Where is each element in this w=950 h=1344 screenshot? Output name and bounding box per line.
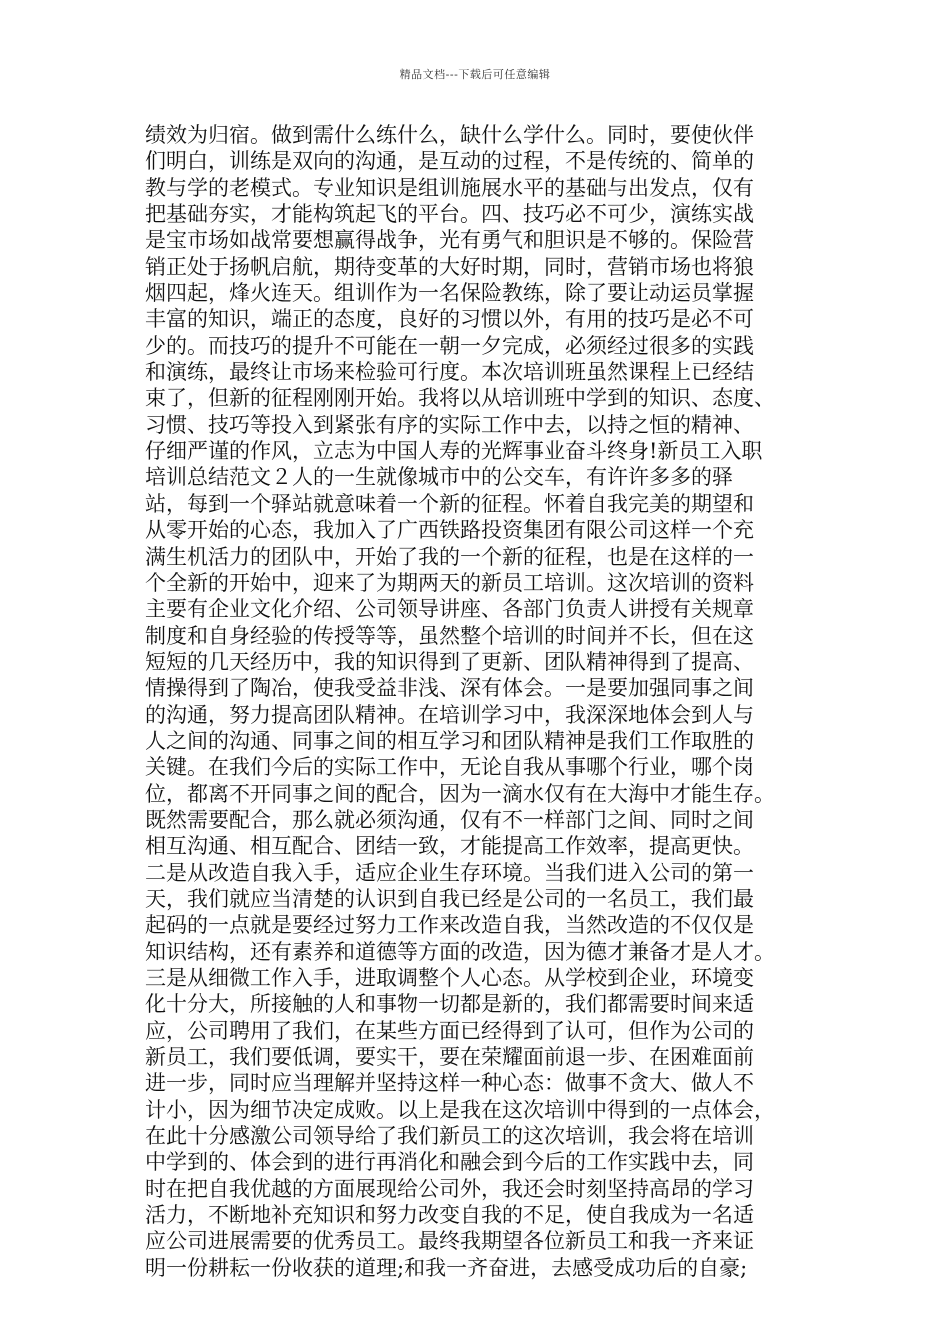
body-paragraph: 绩效为归宿。做到需什么练什么，缺什么学什么。同时，要使伙伴 们明白，训练是双向的沟通，是互动的过程，不是传统的、简单的 教与学的老模式。专业知识是组训施展水平的基础与出发点，仅有 把基础夯实，才能构筑起飞的平台。四、技巧必不可少，演练实战 是宝市场如战常要想赢得战争，光有勇气和胆识是不够的。保险营 销正处于扬帆启航，期待变革的大好时期，同时，营销市场也将狼 烟四起，烽火连天。组训作为一名保险教练，除了要让动运员掌握 丰富的知识，端正的态度，良好的习惯以外，有用的技巧是必不可 少的。而技巧的提升不可能在一朝一夕完成，必须经过很多的实践 和演练，最终让市场来检验可行度。本次培训班虽然课程上已经结 束了，但新的征程刚刚开始。我将以从培训班中学到的知识、态度、 习惯、技巧等投入到紧张有序的实际工作中去，以持之恒的精神、 仔细严谨的作风，立志为中国人寿的光辉事业奋斗终身!新员工入职 培训总结范文２人的一生就像城市中的公交车，有许许多多的驿 站，每到一个驿站就意味着一个新的征程。怀着自我完美的期望和 从零开始的心态，我加入了广西铁路投资集团有限公司这样一个充 满生机活力的团队中，开始了我的一个新的征程，也是在这样的一 个全新的开始中，迎来了为期两天的新员工培训。这次培训的资料 主要有企业文化介绍、公司领导讲座、各部门负责人讲授有关规章 制度和自身经验的传授等等，虽然整个培训的时间并不长，但在这 短短的几天经历中，我的知识得到了更新、团队精神得到了提高、 情操得到了陶冶，使我受益非浅、深有体会。一是要加强同事之间 的沟通，努力提高团队精神。在培训学习中，我深深地体会到人与 人之间的沟通、同事之间的相互学习和团队精神是我们工作取胜的 关键。在我们今后的实际工作中，无论自我从事哪个行业，哪个岗 位，都离不开同事之间的配合，因为一滴水仅有在大海中才能生存。 既然需要配合，那么就必须沟通，仅有不一样部门之间、同时之间 相互沟通、相互配合、团结一致，才能提高工作效率，提高更快。 二是从改造自我入手，适应企业生存环境。当我们进入公司的第一 天，我们就应当清楚的认识到自我已经是公司的一名员工，我们最 起码的一点就是要经过努力工作来改造自我，当然改造的不仅仅是 知识结构，还有素养和道德等方面的改造，因为德才兼备才是人才。 三是从细微工作入手，进取调整个人心态。从学校到企业，环境变 化十分大，所接触的人和事物一切都是新的，我们都需要时间来适 应，公司聘用了我们，在某些方面已经得到了认可，但作为公司的 新员工，我们要低调，要实干，要在荣耀面前退一步、在困难面前 进一步，同时应当理解并坚持这样一种心态：做事不贪大、做人不 计小，因为细节决定成败。以上是我在这次培训中得到的一点体会， 在此十分感激公司领导给了我们新员工的这次培训，我会将在培训 中学到的、体会到的进行再消化和融会到今后的工作实践中去，同 时在把自我优越的方面展现给公司外，我还会时刻坚持高昂的学习 活力，不断地补充知识和努力改变自我的不足，使自我成为一名适 应公司进展需要的优秀员工。最终我期望各位新员工和我一齐来证 明一份耕耘一份收获的道理;和我一齐奋进，去感受成功后的自豪;	[145, 123, 775, 1280]
page-header: 精品文档---下载后可任意编辑	[399, 68, 551, 81]
